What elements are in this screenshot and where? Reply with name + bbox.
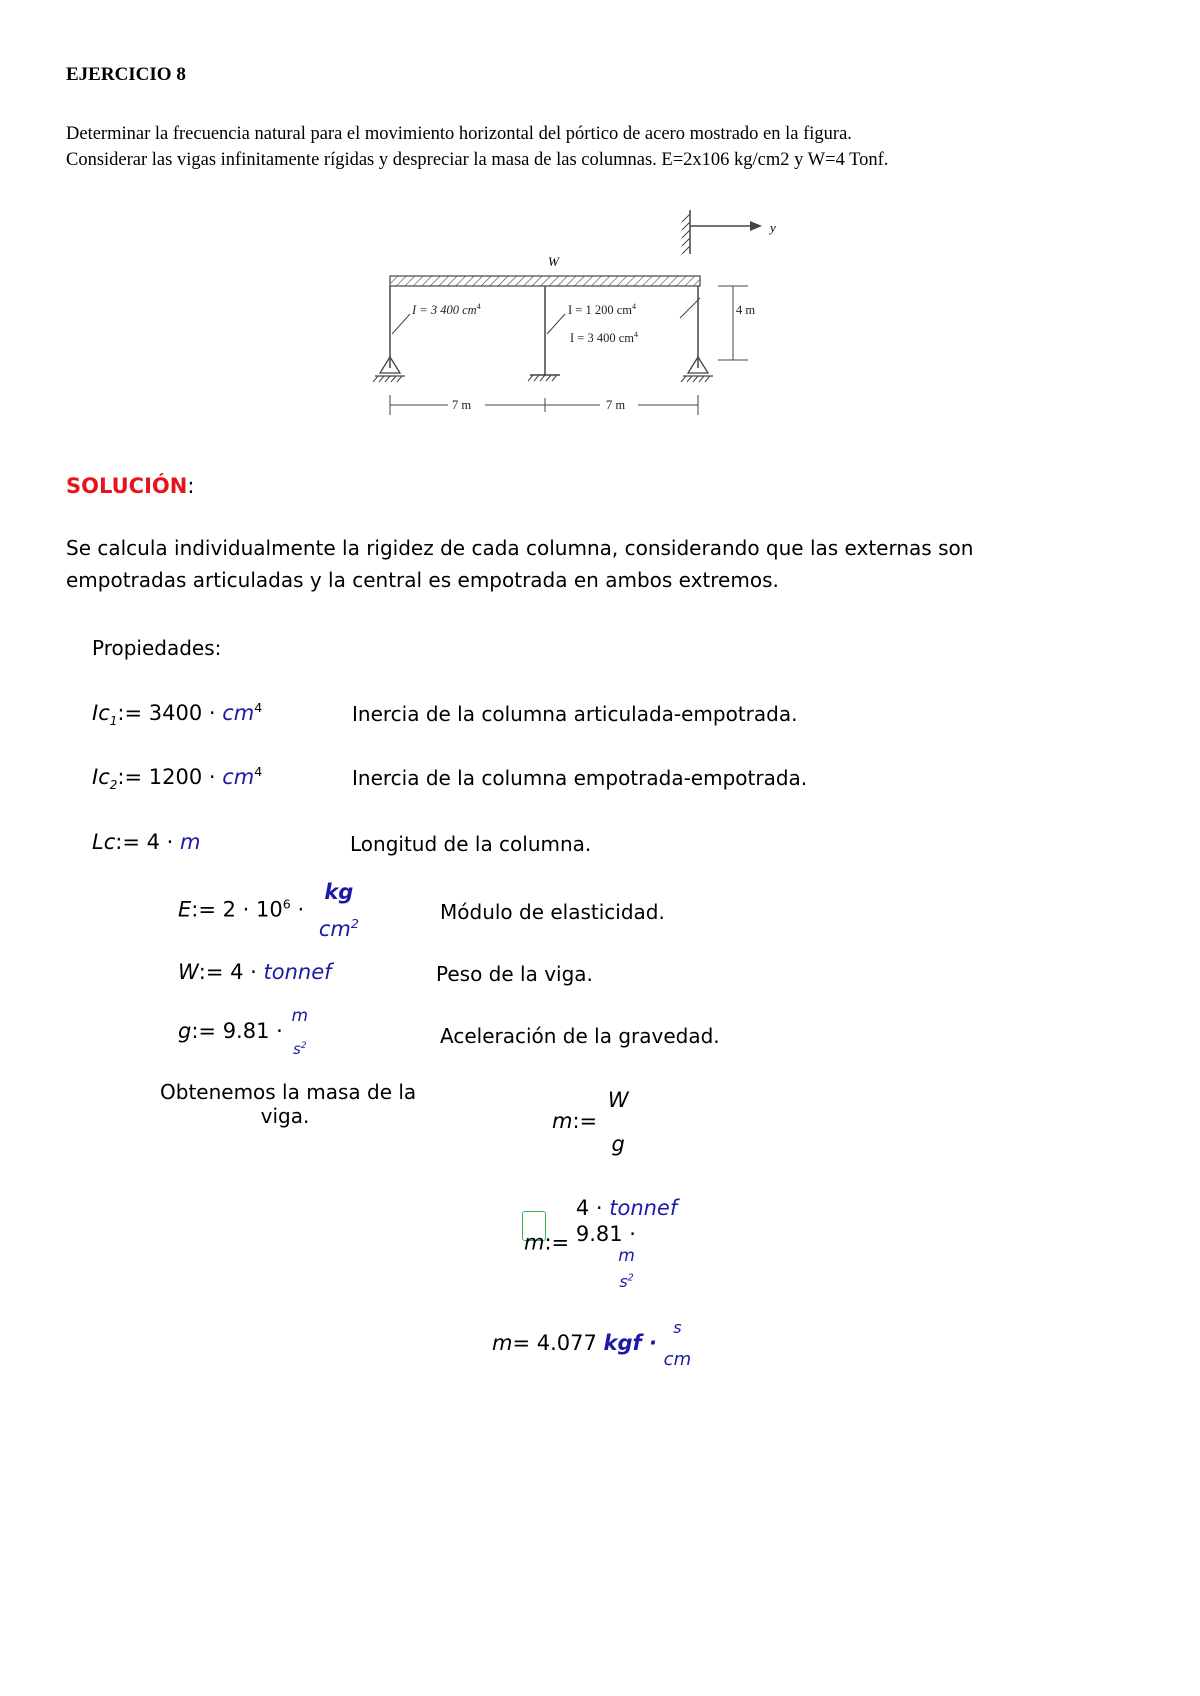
intro-line-1: Se calcula individualmente la rigidez de cada columna, considerando que las externas son — [66, 536, 974, 560]
statement-line-1: Determinar la frecuencia natural para el movimiento horizontal del pórtico de acero mostrado en la figura. — [66, 124, 852, 144]
intro-line-2: empotradas articuladas y la central es empotrada en ambos extremos. — [66, 568, 779, 592]
inertia-right-label: I = 3 400 $cm^4$ — [570, 330, 638, 345]
mass-substitution: m:= 4 · tonnef 9.81 · m $s^2$ — [524, 1196, 678, 1291]
rigid-beam — [390, 276, 700, 286]
solution-label: SOLUCIÓN — [66, 474, 188, 498]
span-right-label: 7 m — [606, 398, 626, 412]
ic1-definition: $Ic_1:= 3400 \cdot cm^4$ — [92, 700, 263, 729]
span-left-label: 7 m — [452, 398, 472, 412]
e-definition: E:= $2 \cdot 10^6$ · kg $cm^2$ — [178, 880, 359, 941]
lc-description: Longitud de la columna. — [350, 832, 592, 856]
wall-hatching — [682, 214, 690, 254]
exercise-title: EJERCICIO 8 — [66, 64, 186, 85]
w-definition: W:= 4 · tonnef — [178, 960, 332, 984]
lc-definition: Lc:= 4 · m — [92, 830, 201, 854]
mass-caption: Obtenemos la masa de la viga. — [160, 1080, 417, 1128]
mass-result: m= 4.077 kgf · s cm — [492, 1318, 692, 1370]
displacement-arrowhead — [750, 221, 762, 231]
ic2-definition: $Ic_2:= 1200 \cdot cm^4$ — [92, 764, 263, 793]
ic1-description: Inercia de la columna articulada-empotrada. — [352, 702, 798, 726]
load-label: W — [548, 254, 559, 269]
inertia-middle-label: I = 1 200 $cm^4$ — [568, 302, 636, 317]
portal-frame-figure — [370, 210, 830, 460]
height-label: 4 m — [736, 303, 756, 317]
g-description: Aceleración de la gravedad. — [440, 1024, 720, 1048]
ic2-description: Inercia de la columna empotrada-empotrada. — [352, 766, 808, 790]
g-definition: g:= 9.81 · m $s^2$ — [178, 1006, 309, 1058]
properties-heading: Propiedades: — [92, 636, 222, 660]
solution-heading: SOLUCIÓN: — [66, 474, 195, 498]
e-description: Módulo de elasticidad. — [440, 900, 665, 924]
w-description: Peso de la viga. — [436, 962, 593, 986]
displacement-label: y — [770, 220, 776, 235]
statement-line-2: Considerar las vigas infinitamente rígidas y despreciar la masa de las columnas. E=2x106 kg/cm2 y W=4 Tonf. — [66, 150, 889, 170]
inertia-left-label: I = 3 400 $cm^4$ — [412, 302, 481, 317]
mass-definition: m:= W g — [552, 1088, 629, 1156]
